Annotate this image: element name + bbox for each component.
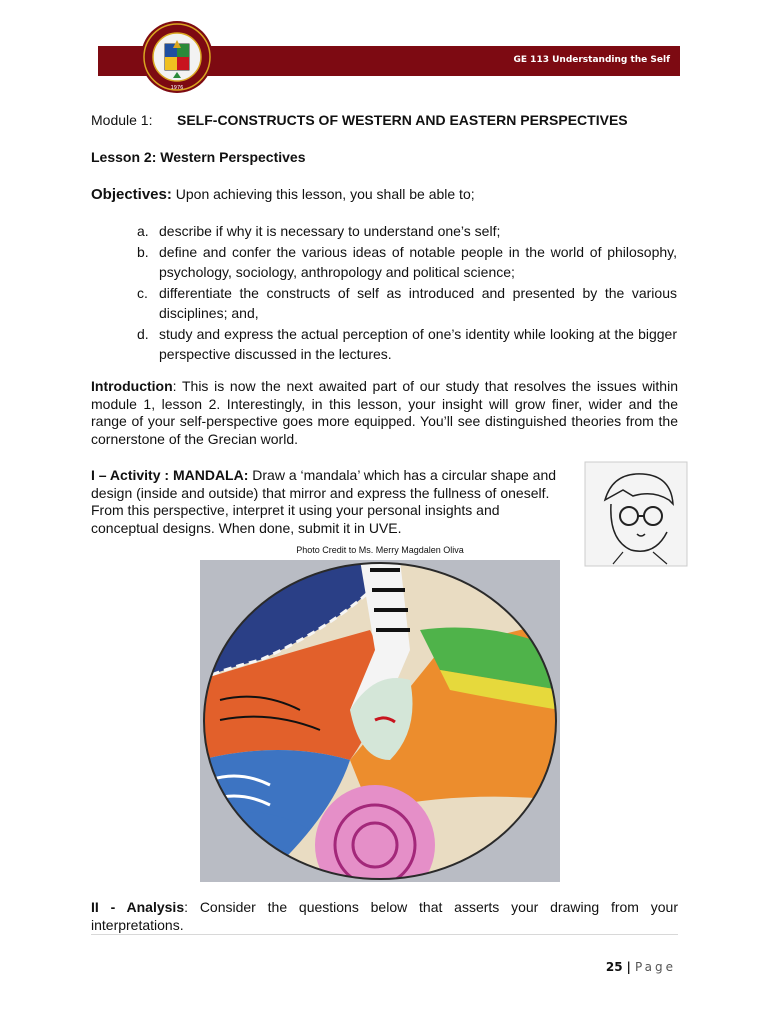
list-text: define and confer the various ideas of notable people in the world of philosophy, psychology, sociology, anthropology and political science; — [159, 243, 677, 280]
seal-year: 1976 — [170, 85, 184, 91]
introduction-text: : This is now the next awaited part of our study that resolves the issues within module 1, lesson 2. Interestingly, in this lesson, your insight will grow finer, wider and the range of your self-perspective goes more equipped. You’ll see distinguished theories from the cornerstone of the Grecian world. — [91, 378, 678, 447]
objectives-heading — [91, 186, 475, 203]
introduction-label: Introduction — [91, 378, 173, 394]
course-title: GE 113 Understanding the Self — [513, 55, 670, 65]
objectives-lead: Upon achieving this lesson, you shall be able to; — [171, 186, 475, 202]
lesson-title: Lesson 2: Western Perspectives — [91, 149, 306, 165]
activity-paragraph — [91, 467, 559, 537]
page-number — [606, 960, 676, 974]
list-item — [137, 283, 677, 324]
objectives-list — [137, 221, 677, 365]
photo-credit: Photo Credit to Ms. Merry Magdalen Oliva — [296, 545, 464, 555]
university-seal-icon — [140, 20, 214, 94]
list-item — [137, 221, 677, 242]
list-marker: c. — [137, 284, 148, 301]
list-text: differentiate the constructs of self as introduced and presented by the various disciplines; and, — [159, 284, 677, 321]
analysis-paragraph — [91, 899, 678, 934]
analysis-label: II - Analysis — [91, 899, 185, 915]
list-text: study and express the actual perception of one’s identity while looking at the bigger perspective discussed in the lectures. — [159, 325, 677, 362]
introduction-paragraph — [91, 378, 678, 448]
activity-label: I – Activity : MANDALA: — [91, 467, 249, 483]
list-marker: a. — [137, 223, 149, 239]
module-heading — [91, 112, 628, 128]
footer-divider — [91, 934, 678, 935]
page-number-value: 25 — [605, 960, 623, 974]
analysis-text: : Consider the questions below that asserts your drawing from your interpretations. — [91, 899, 678, 933]
page-separator: | — [626, 960, 631, 974]
activity-text: Draw a ‘mandala’ which has a circular shape and design (inside and outside) that mirror and express the fullness of oneself. From this perspective, interpret it using your personal insights and conceptual designs. When done, submit it in UVE. — [91, 467, 557, 536]
list-text: describe if why it is necessary to understand one’s self; — [159, 223, 501, 239]
cartoon-avatar-icon — [583, 460, 689, 568]
list-item — [137, 242, 677, 283]
list-marker: b. — [137, 243, 149, 260]
mandala-drawing-image — [200, 560, 560, 882]
list-item — [137, 324, 677, 365]
module-label: Module 1: — [91, 112, 153, 128]
page-word: Page — [634, 960, 676, 974]
objectives-label: Objectives: — [91, 186, 172, 203]
list-marker: d. — [137, 325, 149, 342]
module-title: SELF-CONSTRUCTS OF WESTERN AND EASTERN PERSPECTIVES — [177, 112, 628, 128]
